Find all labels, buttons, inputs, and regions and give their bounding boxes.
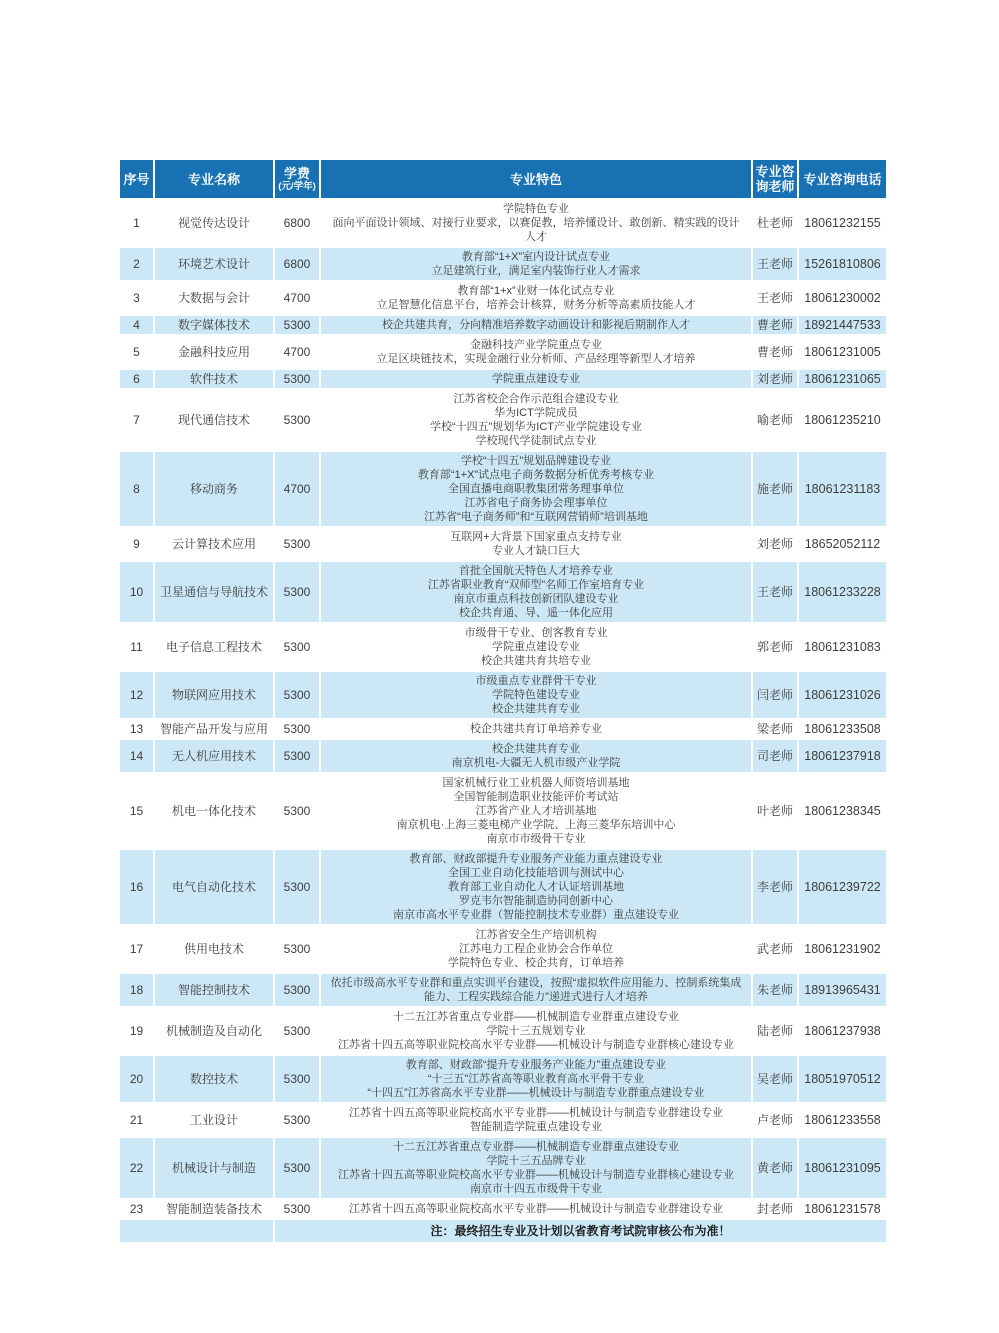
major-name-cell: 机械设计与制造: [154, 1137, 274, 1199]
feature-line: 南京机电-大疆无人机市级产业学院: [451, 757, 621, 769]
table-row: [119, 1055, 887, 1103]
consult-phone-cell: 18061237938: [798, 1007, 887, 1055]
major-features-cell: [320, 451, 752, 527]
feature-line: 学院十三五规划专业: [486, 1025, 586, 1037]
major-name-cell: 现代通信技术: [154, 389, 274, 451]
table-row: [119, 1103, 887, 1137]
tuition-fee-cell: 4700: [274, 451, 320, 527]
feature-line: 江苏省“电子商务师”和“互联网营销师”培训基地: [424, 511, 648, 523]
table-row: [119, 389, 887, 451]
table-row: [119, 369, 887, 389]
feature-line: 南京市高水平专业群（智能控制技术专业群）重点建设专业: [393, 909, 679, 921]
consult-teacher-cell: 梁老师: [752, 719, 798, 739]
feature-line: 学校“十四五”规划品牌建设专业: [460, 455, 612, 467]
major-name-cell: 电气自动化技术: [154, 849, 274, 925]
feature-line: 江苏省安全生产培训机构: [475, 929, 597, 941]
feature-line: 南京市十四五市级骨干专业: [470, 1183, 602, 1195]
major-features-cell: [320, 1007, 752, 1055]
footer-row: [119, 1219, 887, 1243]
consult-teacher-cell: 武老师: [752, 925, 798, 973]
feature-line: 面向平面设计领域、对接行业要求，以赛促教，培养懂设计、敢创新、精实践的设计人才: [332, 217, 740, 243]
major-name-cell: 电子信息工程技术: [154, 623, 274, 671]
feature-line: 立足智慧化信息平台，培养会计核算，财务分析等高素质技能人才: [376, 299, 696, 311]
table-row: [119, 719, 887, 739]
feature-line: 南京机电·上海三菱电梯产业学院、上海三菱华东培训中心: [396, 819, 676, 831]
consult-phone-cell: 18652052112: [798, 527, 887, 561]
feature-line: 校企共建共育共培专业: [481, 655, 591, 667]
consult-phone-cell: 18061231902: [798, 925, 887, 973]
table-row: [119, 199, 887, 247]
feature-line: 立足区块链技术，实现金融行业分析师、产品经理等新型人才培养: [376, 353, 696, 365]
consult-phone-cell: 18061231083: [798, 623, 887, 671]
feature-line: 全国直播电商职教集团常务理事单位: [448, 483, 624, 495]
consult-teacher-cell: 陆老师: [752, 1007, 798, 1055]
row-number-cell: 18: [119, 973, 154, 1007]
major-name-cell: 智能制造装备技术: [154, 1199, 274, 1219]
major-features-cell: [320, 671, 752, 719]
feature-line: 全国智能制造职业技能评价考试站: [453, 791, 619, 803]
feature-line: 市级重点专业群骨干专业: [475, 675, 597, 687]
major-name-cell: 数字媒体技术: [154, 315, 274, 335]
feature-line: 教育部、财政部“提升专业服务产业能力”重点建设专业: [405, 1059, 667, 1071]
major-name-cell: 环境艺术设计: [154, 247, 274, 281]
major-features-cell: [320, 199, 752, 247]
table-row: [119, 527, 887, 561]
tuition-fee-cell: 5300: [274, 1007, 320, 1055]
tuition-fee-cell: 5300: [274, 773, 320, 849]
consult-phone-cell: 18061232155: [798, 199, 887, 247]
consult-phone-cell: 18061231065: [798, 369, 887, 389]
consult-phone-cell: 18061231005: [798, 335, 887, 369]
consult-phone-cell: 18061230002: [798, 281, 887, 315]
major-name-cell: 工业设计: [154, 1103, 274, 1137]
consult-phone-cell: 18061231026: [798, 671, 887, 719]
consult-teacher-cell: 吴老师: [752, 1055, 798, 1103]
tuition-fee-cell: 5300: [274, 1199, 320, 1219]
footer-empty-cell: [119, 1219, 274, 1243]
feature-line: 教育部、财政部提升专业服务产业能力重点建设专业: [409, 853, 663, 865]
tuition-fee-cell: 5300: [274, 1137, 320, 1199]
tuition-fee-cell: 4700: [274, 281, 320, 315]
consult-phone-cell: 18061231095: [798, 1137, 887, 1199]
feature-line: 智能制造学院重点建设专业: [470, 1121, 602, 1133]
major-features-cell: [320, 1055, 752, 1103]
row-number-cell: 10: [119, 561, 154, 623]
consult-teacher-cell: 曹老师: [752, 335, 798, 369]
feature-line: 国家机械行业工业机器人师资培训基地: [442, 777, 630, 789]
major-features-cell: [320, 719, 752, 739]
column-header-teacher: 专业咨询老师: [752, 159, 798, 199]
consult-teacher-cell: 闫老师: [752, 671, 798, 719]
consult-teacher-cell: 王老师: [752, 281, 798, 315]
row-number-cell: 6: [119, 369, 154, 389]
major-name-cell: 大数据与会计: [154, 281, 274, 315]
table-row: [119, 671, 887, 719]
consult-teacher-cell: 喻老师: [752, 389, 798, 451]
tuition-fee-cell: 5300: [274, 561, 320, 623]
major-features-cell: [320, 335, 752, 369]
table-row: [119, 925, 887, 973]
feature-line: 江苏省十四五高等职业院校高水平专业群——机械设计与制造专业群核心建设专业: [338, 1169, 734, 1181]
feature-line: 校企共建共育专业: [492, 743, 580, 755]
row-number-cell: 7: [119, 389, 154, 451]
consult-teacher-cell: 曹老师: [752, 315, 798, 335]
consult-phone-cell: 18051970512: [798, 1055, 887, 1103]
feature-line: 立足建筑行业，满足室内装饰行业人才需求: [431, 265, 641, 277]
feature-line: 十二五江苏省重点专业群——机械制造专业群重点建设专业: [393, 1011, 679, 1023]
major-name-cell: 智能产品开发与应用: [154, 719, 274, 739]
row-number-cell: 4: [119, 315, 154, 335]
column-header-fee: [274, 159, 320, 199]
feature-line: 华为ICT学院成员: [494, 407, 578, 419]
header-row: [119, 159, 887, 199]
major-features-cell: [320, 247, 752, 281]
major-name-cell: 软件技术: [154, 369, 274, 389]
feature-line: 江苏电力工程企业协会合作单位: [459, 943, 613, 955]
feature-line: 市级骨干专业、创客教育专业: [464, 627, 608, 639]
tuition-fee-cell: 5300: [274, 671, 320, 719]
feature-line: 学院特色专业、校企共育，订单培养: [448, 957, 624, 969]
table-row: [119, 773, 887, 849]
consult-teacher-cell: 封老师: [752, 1199, 798, 1219]
feature-line: 学校“十四五”规划华为ICT产业学院建设专业: [429, 421, 643, 433]
feature-line: 学校现代学徒制试点专业: [475, 435, 597, 447]
table-row: [119, 281, 887, 315]
consult-phone-cell: 15261810806: [798, 247, 887, 281]
major-features-cell: [320, 315, 752, 335]
feature-line: 江苏省职业教育“双师型”名师工作室培育专业: [427, 579, 645, 591]
major-features-cell: [320, 773, 752, 849]
row-number-cell: 1: [119, 199, 154, 247]
tuition-fee-cell: 5300: [274, 719, 320, 739]
column-header-phone: 专业咨询电话: [798, 159, 887, 199]
row-number-cell: 22: [119, 1137, 154, 1199]
column-header-no: 序号: [119, 159, 154, 199]
tuition-fee-cell: 5300: [274, 1103, 320, 1137]
row-number-cell: 20: [119, 1055, 154, 1103]
consult-teacher-cell: 黄老师: [752, 1137, 798, 1199]
row-number-cell: 9: [119, 527, 154, 561]
row-number-cell: 16: [119, 849, 154, 925]
feature-line: 十二五江苏省重点专业群——机械制造专业群重点建设专业: [393, 1141, 679, 1153]
consult-teacher-cell: 叶老师: [752, 773, 798, 849]
consult-phone-cell: 18061239722: [798, 849, 887, 925]
major-features-cell: [320, 1199, 752, 1219]
consult-teacher-cell: 杜老师: [752, 199, 798, 247]
feature-line: 江苏省校企合作示范组合建设专业: [453, 393, 619, 405]
consult-phone-cell: 18061233228: [798, 561, 887, 623]
feature-line: “十三五”江苏省高等职业教育高水平骨干专业: [427, 1073, 645, 1085]
row-number-cell: 19: [119, 1007, 154, 1055]
major-name-cell: 智能控制技术: [154, 973, 274, 1007]
feature-line: 金融科技产业学院重点专业: [470, 339, 602, 351]
major-name-cell: 无人机应用技术: [154, 739, 274, 773]
feature-line: 教育部工业自动化人才认证培训基地: [448, 881, 624, 893]
column-header-features: 专业特色: [320, 159, 752, 199]
row-number-cell: 5: [119, 335, 154, 369]
consult-teacher-cell: 施老师: [752, 451, 798, 527]
table-row: [119, 849, 887, 925]
feature-line: 江苏省十四五高等职业院校高水平专业群——机械设计与制造专业群建设专业: [349, 1107, 723, 1119]
consult-phone-cell: 18913965431: [798, 973, 887, 1007]
row-number-cell: 23: [119, 1199, 154, 1219]
feature-line: 南京市市级骨干专业: [486, 833, 586, 845]
table-row: [119, 451, 887, 527]
feature-line: 全国工业自动化技能培训与测试中心: [448, 867, 624, 879]
column-header-name: 专业名称: [154, 159, 274, 199]
feature-line: 教育部“1+x”业财一体化试点专业: [457, 285, 615, 297]
row-number-cell: 12: [119, 671, 154, 719]
consult-teacher-cell: 司老师: [752, 739, 798, 773]
feature-line: 江苏省电子商务协会理事单位: [464, 497, 608, 509]
tuition-fee-cell: 4700: [274, 335, 320, 369]
consult-teacher-cell: 王老师: [752, 561, 798, 623]
row-number-cell: 17: [119, 925, 154, 973]
major-name-cell: 数控技术: [154, 1055, 274, 1103]
row-number-cell: 8: [119, 451, 154, 527]
table-row: [119, 315, 887, 335]
table-row: [119, 335, 887, 369]
row-number-cell: 2: [119, 247, 154, 281]
row-number-cell: 3: [119, 281, 154, 315]
major-features-cell: [320, 739, 752, 773]
feature-line: 学院特色建设专业: [492, 689, 580, 701]
feature-line: 学院重点建设专业: [492, 641, 580, 653]
consult-phone-cell: 18061231578: [798, 1199, 887, 1219]
table-row: [119, 1137, 887, 1199]
major-name-cell: 视觉传达设计: [154, 199, 274, 247]
major-features-cell: [320, 623, 752, 671]
feature-line: 专业人才缺口巨大: [492, 545, 580, 557]
major-name-cell: 卫星通信与导航技术: [154, 561, 274, 623]
tuition-fee-cell: 5300: [274, 739, 320, 773]
consult-phone-cell: 18061237918: [798, 739, 887, 773]
consult-phone-cell: 18061233558: [798, 1103, 887, 1137]
row-number-cell: 21: [119, 1103, 154, 1137]
consult-teacher-cell: 王老师: [752, 247, 798, 281]
major-name-cell: 金融科技应用: [154, 335, 274, 369]
table-row: [119, 973, 887, 1007]
major-features-cell: [320, 973, 752, 1007]
table-row: [119, 1199, 887, 1219]
consult-teacher-cell: 卢老师: [752, 1103, 798, 1137]
row-number-cell: 13: [119, 719, 154, 739]
major-features-cell: [320, 1137, 752, 1199]
major-name-cell: 机电一体化技术: [154, 773, 274, 849]
tuition-fee-cell: 5300: [274, 527, 320, 561]
feature-line: “十四五”江苏省高水平专业群——机械设计与制造专业群重点建设专业: [367, 1087, 705, 1099]
table-row: [119, 739, 887, 773]
tuition-fee-cell: 5300: [274, 315, 320, 335]
tuition-fee-cell: 5300: [274, 925, 320, 973]
consult-teacher-cell: 朱老师: [752, 973, 798, 1007]
fee-header-unit: (元/学年): [278, 181, 316, 192]
major-features-cell: [320, 369, 752, 389]
row-number-cell: 14: [119, 739, 154, 773]
consult-teacher-cell: 李老师: [752, 849, 798, 925]
consult-teacher-cell: 刘老师: [752, 369, 798, 389]
tuition-fee-cell: 6800: [274, 199, 320, 247]
major-name-cell: 物联网应用技术: [154, 671, 274, 719]
table-row: [119, 561, 887, 623]
consult-phone-cell: 18061233508: [798, 719, 887, 739]
tuition-fee-cell: 5300: [274, 369, 320, 389]
feature-line: 互联网+大背景下国家重点支持专业: [450, 531, 622, 543]
feature-line: 罗克韦尔智能制造协同创新中心: [459, 895, 613, 907]
consult-teacher-cell: 刘老师: [752, 527, 798, 561]
tuition-fee-cell: 5300: [274, 623, 320, 671]
table-row: [119, 247, 887, 281]
feature-line: 教育部“1+X”室内设计试点专业: [461, 251, 611, 263]
feature-line: 教育部“1+X”试点电子商务数据分析优秀考核专业: [417, 469, 655, 481]
major-features-cell: [320, 389, 752, 451]
major-features-cell: [320, 1103, 752, 1137]
consult-phone-cell: 18061235210: [798, 389, 887, 451]
feature-line: 江苏省十四五高等职业院校高水平专业群——机械设计与制造专业群建设专业: [349, 1203, 723, 1215]
feature-line: 江苏省十四五高等职业院校高水平专业群——机械设计与制造专业群核心建设专业: [338, 1039, 734, 1051]
consult-phone-cell: 18921447533: [798, 315, 887, 335]
feature-line: 学院特色专业: [503, 203, 569, 215]
feature-line: 校企共育通、导、遥一体化应用: [459, 607, 613, 619]
major-features-cell: [320, 281, 752, 315]
feature-line: 依托市级高水平专业群和重点实训平台建设，按照“虚拟软件应用能力、控制系统集成能力、工程实践综合能力”递进式进行人才培养: [330, 977, 742, 1003]
majors-table: [118, 158, 888, 1244]
table-row: [119, 623, 887, 671]
table-row: [119, 1007, 887, 1055]
major-features-cell: [320, 527, 752, 561]
tuition-fee-cell: 5300: [274, 1055, 320, 1103]
major-features-cell: [320, 561, 752, 623]
feature-line: 校企共建共育专业: [492, 703, 580, 715]
tuition-fee-cell: 5300: [274, 389, 320, 451]
feature-line: 江苏省产业人才培训基地: [475, 805, 597, 817]
consult-phone-cell: 18061238345: [798, 773, 887, 849]
major-features-cell: [320, 925, 752, 973]
major-name-cell: 供用电技术: [154, 925, 274, 973]
major-name-cell: 移动商务: [154, 451, 274, 527]
major-features-cell: [320, 849, 752, 925]
consult-phone-cell: 18061231183: [798, 451, 887, 527]
consult-teacher-cell: 郭老师: [752, 623, 798, 671]
feature-line: 校企共建共育订单培养专业: [470, 723, 602, 735]
fee-header-label: 学费: [283, 166, 310, 181]
tuition-fee-cell: 5300: [274, 973, 320, 1007]
row-number-cell: 11: [119, 623, 154, 671]
tuition-fee-cell: 6800: [274, 247, 320, 281]
row-number-cell: 15: [119, 773, 154, 849]
major-name-cell: 云计算技术应用: [154, 527, 274, 561]
major-name-cell: 机械制造及自动化: [154, 1007, 274, 1055]
feature-line: 学院十三五品牌专业: [486, 1155, 586, 1167]
feature-line: 南京市重点科技创新团队建设专业: [453, 593, 619, 605]
footer-note: 注：最终招生专业及计划以省教育考试院审核公布为准！: [274, 1219, 887, 1243]
feature-line: 首批全国航天特色人才培养专业: [459, 565, 613, 577]
tuition-fee-cell: 5300: [274, 849, 320, 925]
feature-line: 校企共建共育，分向精准培养数字动画设计和影视后期制作人才: [382, 319, 690, 331]
feature-line: 学院重点建设专业: [492, 373, 580, 385]
